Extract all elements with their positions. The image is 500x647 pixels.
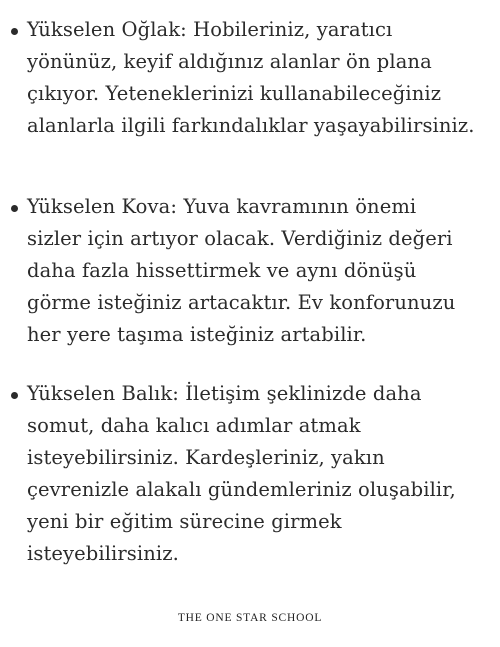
text-line: sizler için artıyor olacak. Verdiğiniz değeri — [27, 227, 453, 250]
text-line: yeni bir eğitim sürecine girmek — [27, 510, 342, 533]
text-line: çevrenizle alakalı gündemleriniz oluşabilir, — [27, 478, 456, 501]
text-line: Yükselen Oğlak: Hobileriniz, yaratıcı — [27, 18, 393, 41]
text-line: Yükselen Balık: İletişim şeklinizde daha — [27, 382, 422, 405]
text-line: daha fazla hissettirmek ve aynı dönüşü — [27, 259, 417, 282]
list-item-text — [27, 378, 497, 570]
bullet-icon — [11, 28, 18, 35]
list-item-text — [27, 14, 497, 142]
bullet-icon — [11, 205, 18, 212]
text-line: yönünüz, keyif aldığınız alanlar ön plana — [27, 50, 432, 73]
text-line: isteyebilirsiniz. Kardeşleriniz, yakın — [27, 446, 385, 469]
text-line: görme isteğiniz artacaktır. Ev konforunuzu — [27, 291, 456, 314]
text-line: çıkıyor. Yeteneklerinizi kullanabileceğiniz — [27, 82, 442, 105]
text-line: alanlarla ilgili farkındalıklar yaşayabilirsiniz. — [27, 114, 475, 137]
text-line: Yükselen Kova: Yuva kavramının önemi — [27, 195, 417, 218]
brand-footer: THE ONE STAR SCHOOL — [177, 612, 323, 624]
text-line: isteyebilirsiniz. — [27, 542, 179, 565]
bullet-icon — [11, 392, 18, 399]
text-line: somut, daha kalıcı adımlar atmak — [27, 414, 361, 437]
text-line: her yere taşıma isteğiniz artabilir. — [27, 323, 367, 346]
list-item-text — [27, 191, 497, 351]
